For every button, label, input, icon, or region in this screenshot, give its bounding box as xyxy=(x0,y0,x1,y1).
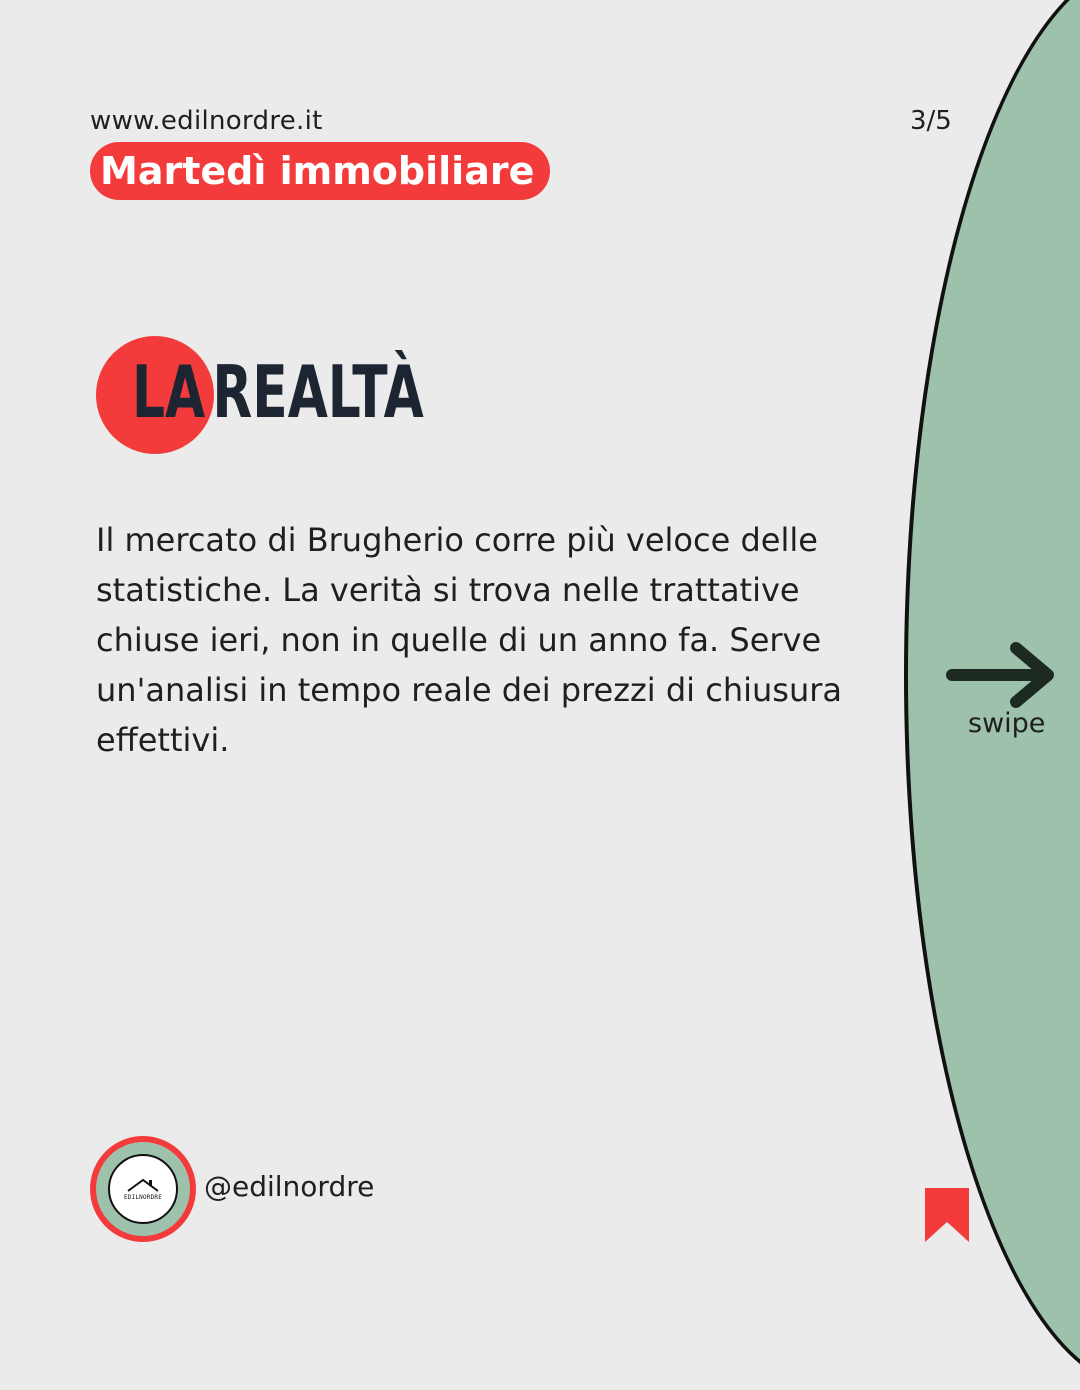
page-title-part1: LA xyxy=(132,350,206,434)
website-url: www.edilnordre.it xyxy=(90,106,323,136)
page-title-part2: REALTÀ xyxy=(212,350,424,434)
arrow-right-icon[interactable] xyxy=(944,640,1060,710)
bookmark-icon[interactable] xyxy=(925,1188,969,1242)
avatar-logo-text: EDILNORDRE xyxy=(123,1194,163,1201)
account-handle[interactable]: @edilnordre xyxy=(204,1170,375,1203)
page-counter: 3/5 xyxy=(910,106,952,136)
body-text: Il mercato di Brugherio corre più veloce delle statistiche. La verità si trova nelle trattative chiuse ieri, non in quelle di un anno fa. Serve un'analisi in tempo reale dei prezzi di chiusura effettivi. xyxy=(96,521,842,759)
series-label: Martedì immobiliare xyxy=(100,149,535,193)
edilnordre-logo-icon xyxy=(108,1154,178,1224)
avatar[interactable] xyxy=(90,1136,196,1242)
page-title xyxy=(132,342,424,442)
house-roof-icon xyxy=(126,1177,160,1193)
series-badge xyxy=(90,142,550,200)
swipe-label: swipe xyxy=(968,708,1046,739)
